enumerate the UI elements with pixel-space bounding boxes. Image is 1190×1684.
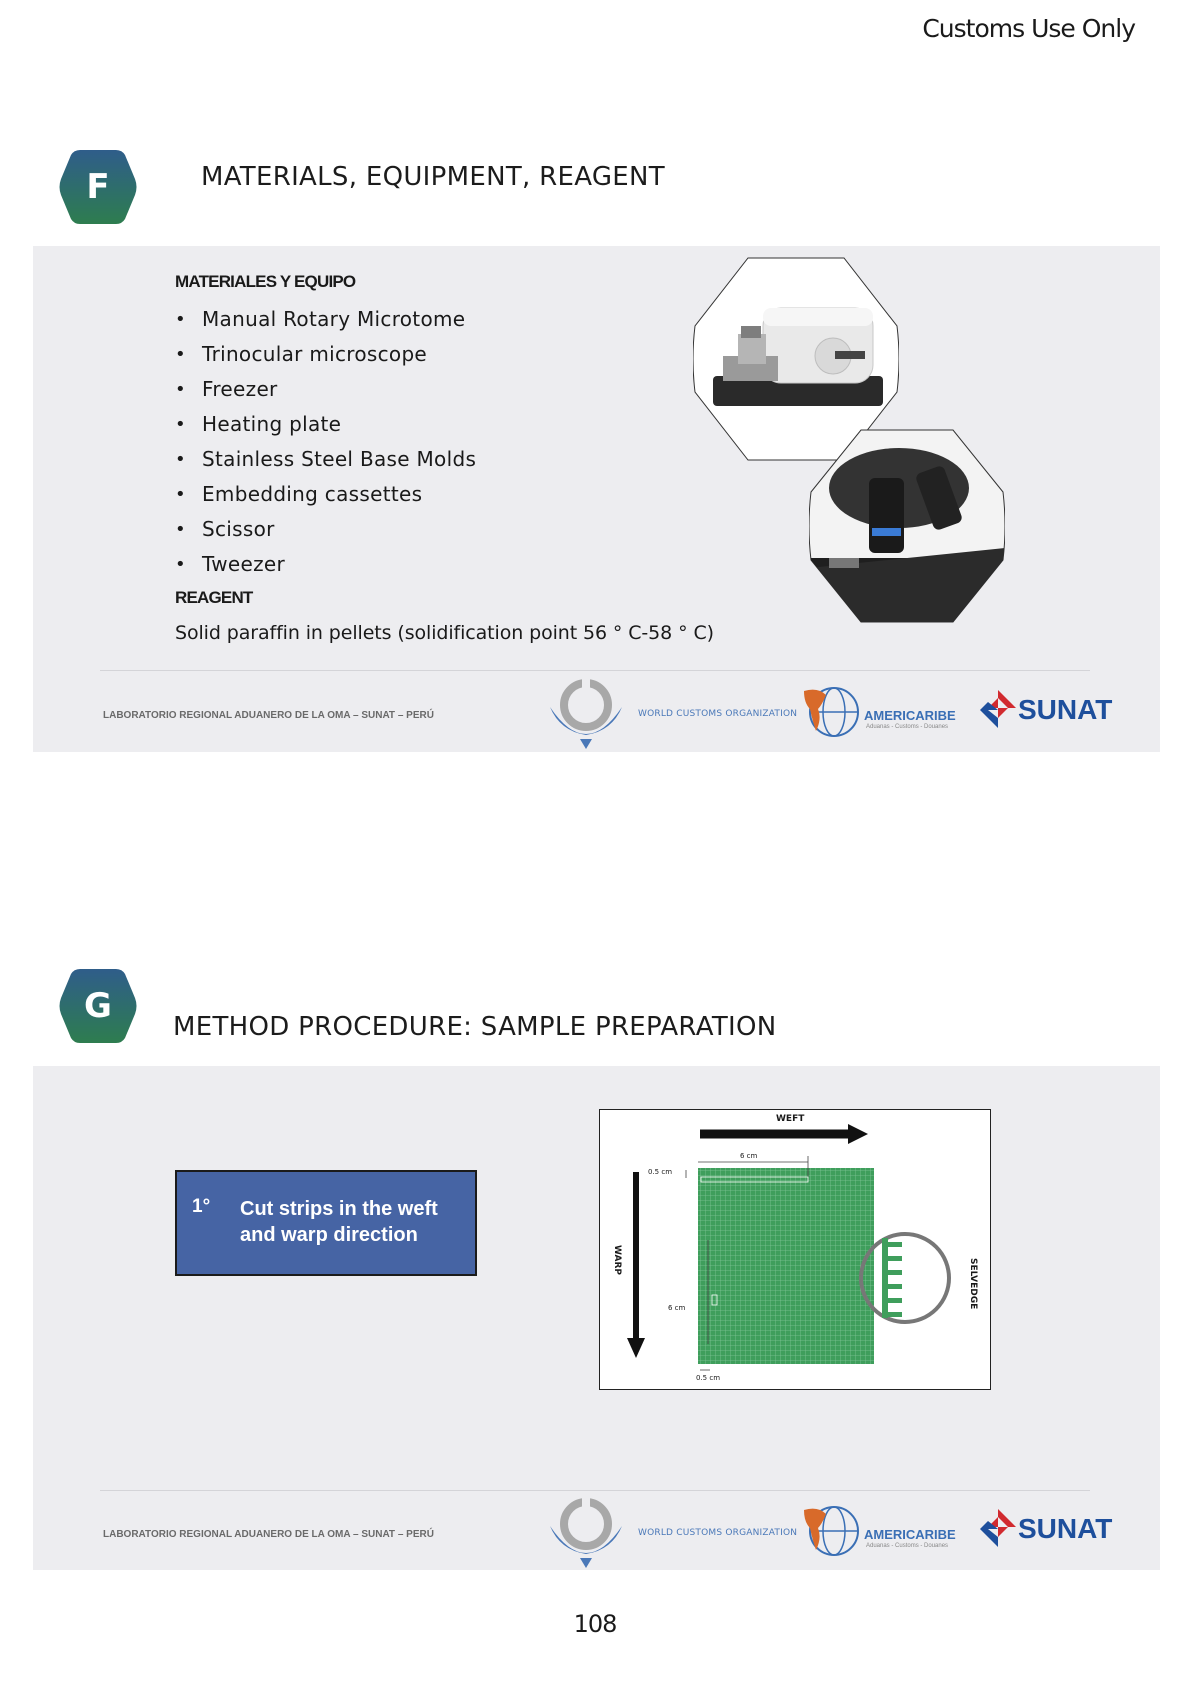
wco-label: WORLD CUSTOMS ORGANIZATION bbox=[638, 1528, 798, 1538]
wco-logo-icon bbox=[548, 679, 624, 749]
reagent-text: Solid paraffin in pellets (solidification point 56 ° C-58 ° C) bbox=[175, 622, 714, 644]
footer-divider bbox=[100, 670, 1090, 671]
list-item: • Manual Rotary Microtome bbox=[175, 302, 476, 337]
list-item: • Freezer bbox=[175, 372, 476, 407]
americaribe-label: AMERICARIBE bbox=[864, 708, 956, 723]
materials-heading: MATERIALES Y EQUIPO bbox=[175, 272, 356, 291]
americaribe-globe-icon bbox=[800, 683, 862, 741]
wco-label: WORLD CUSTOMS ORGANIZATION bbox=[638, 709, 798, 719]
page-number: 108 bbox=[573, 1610, 617, 1638]
footer-divider bbox=[100, 1490, 1090, 1491]
section-badge-f bbox=[58, 147, 138, 227]
dim-side-label: 6 cm bbox=[668, 1304, 686, 1312]
step-text: Cut strips in the weft and warp direction bbox=[240, 1198, 438, 1246]
americaribe-sub-label: Aduanas - Customs - Douanes bbox=[866, 724, 949, 730]
warp-label: WARP bbox=[612, 1245, 622, 1276]
list-item: • Heating plate bbox=[175, 407, 476, 442]
footer-lab-label: LABORATORIO REGIONAL ADUANERO DE LA OMA – SUNAT – PERÚ bbox=[103, 710, 434, 721]
dim-left-top-label: 0.5 cm bbox=[648, 1168, 673, 1176]
reagent-heading: REAGENT bbox=[175, 588, 253, 607]
americaribe-globe-icon bbox=[800, 1502, 862, 1560]
sunat-logo-icon bbox=[978, 688, 1018, 730]
fabric-strip-diagram bbox=[599, 1109, 991, 1390]
sunat-logo-icon bbox=[978, 1507, 1018, 1549]
sunat-label: SUNAT bbox=[1018, 694, 1113, 725]
sunat-label: SUNAT bbox=[1018, 1513, 1113, 1544]
wco-logo-icon bbox=[548, 1498, 624, 1568]
section-title-materials: MATERIALS, EQUIPMENT, REAGENT bbox=[201, 162, 665, 192]
list-item: • Tweezer bbox=[175, 547, 476, 582]
list-item: • Scissor bbox=[175, 512, 476, 547]
customs-use-label: Customs Use Only bbox=[922, 14, 1135, 43]
dim-top-label: 6 cm bbox=[740, 1152, 758, 1160]
footer-lab-label: LABORATORIO REGIONAL ADUANERO DE LA OMA – SUNAT – PERÚ bbox=[103, 1529, 434, 1540]
microscope-image bbox=[809, 428, 1005, 624]
list-item: • Embedding cassettes bbox=[175, 477, 476, 512]
step-card bbox=[175, 1170, 477, 1276]
section-title-method: METHOD PROCEDURE: SAMPLE PREPARATION bbox=[173, 1012, 777, 1042]
fabric-swatch bbox=[698, 1168, 874, 1364]
americaribe-label: AMERICARIBE bbox=[864, 1527, 956, 1542]
section-badge-g bbox=[58, 966, 138, 1046]
section-badge-letter: F bbox=[86, 167, 110, 207]
step-number: 1° bbox=[192, 1196, 211, 1217]
list-item: • Trinocular microscope bbox=[175, 337, 476, 372]
list-item: • Stainless Steel Base Molds bbox=[175, 442, 476, 477]
section-badge-letter: G bbox=[84, 986, 112, 1026]
dim-bottom-label: 0.5 cm bbox=[696, 1374, 721, 1382]
americaribe-sub-label: Aduanas - Customs - Douanes bbox=[866, 1543, 949, 1549]
selvedge-label: SELVEDGE bbox=[968, 1258, 978, 1310]
materials-list bbox=[175, 302, 476, 582]
weft-label: WEFT bbox=[776, 1114, 805, 1124]
